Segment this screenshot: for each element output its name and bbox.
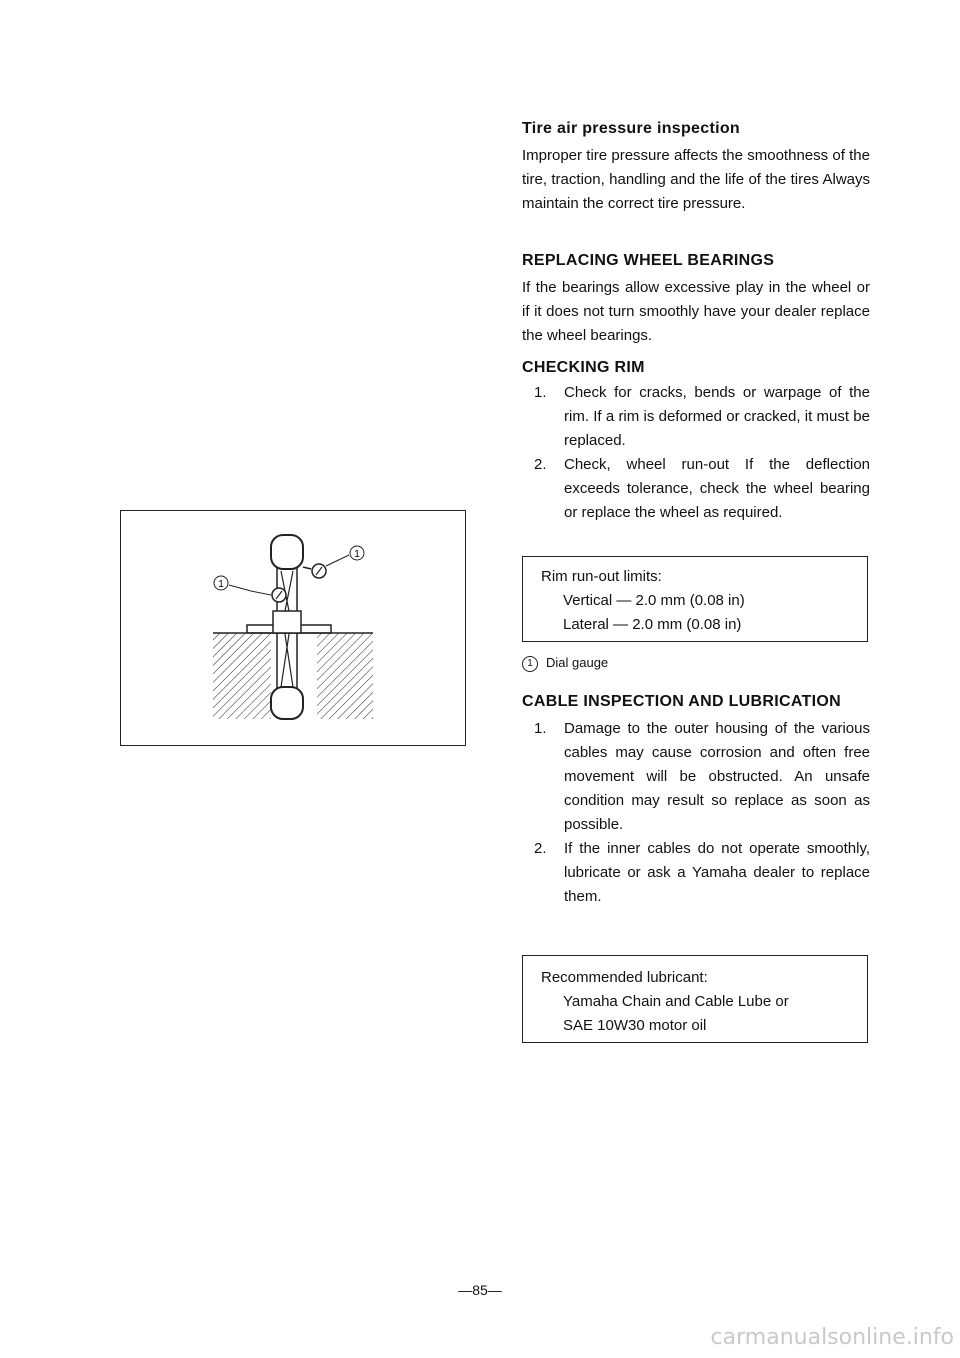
lube-spec-line2: SAE 10W30 motor oil (563, 1017, 707, 1034)
rim-spec-vertical: Vertical — 2.0 mm (0.08 in) (563, 592, 745, 609)
list-item (522, 837, 870, 909)
ground-hatch-left (213, 633, 271, 719)
rim-spec-lateral: Lateral — 2.0 mm (0.08 in) (563, 616, 742, 633)
rim-spec-title: Rim run-out limits: (541, 568, 662, 585)
list-number: 1. (534, 384, 547, 401)
bearings-section (522, 250, 870, 348)
list-text: Check, wheel run-out If the deflection exceeds tolerance, check the wheel bearing or replace the wheel as required. (564, 456, 870, 521)
tire-section (522, 118, 870, 216)
list-text: Check for cracks, bends or warpage of the rim. If a rim is deformed or cracked, it must be replaced. (564, 384, 870, 449)
lube-spec-title: Recommended lubricant: (541, 969, 708, 986)
bearings-heading: REPLACING WHEEL BEARINGS (522, 252, 775, 269)
page-number: —85— (458, 1282, 502, 1298)
cable-list (522, 717, 870, 909)
list-item (522, 453, 870, 525)
cable-heading: CABLE INSPECTION AND LUBRICATION (522, 693, 841, 710)
rim-section (522, 357, 870, 525)
caption-text: Dial gauge (546, 655, 609, 670)
list-number: 2. (534, 840, 547, 857)
wheel-runout-diagram (121, 511, 464, 744)
callout-marker: 1 (522, 656, 538, 672)
hub (273, 611, 301, 633)
callout-left: 1 (218, 579, 224, 590)
bearings-body: If the bearings allow excessive play in the wheel or if it does not turn smoothly have your dealer replace the wheel bearings. (522, 279, 870, 344)
list-text: Damage to the outer housing of the various cables may cause corrosion and often free movement will be obstructed. An unsafe condition may result so replace as soon as possible. (564, 720, 870, 833)
watermark: carmanualsonline.info (710, 1325, 954, 1350)
list-number: 1. (534, 720, 547, 737)
callout-right: 1 (354, 549, 360, 560)
dial-gauge-figure (120, 510, 466, 746)
ground-hatch-right (317, 633, 373, 719)
list-item (522, 717, 870, 837)
rim-bottom (271, 687, 303, 719)
tire-body: Improper tire pressure affects the smoothness of the tire, traction, handling and the life of the tires Always maintain the correct tire pressure. (522, 147, 870, 212)
cable-section (522, 691, 870, 909)
rim-top (271, 535, 303, 569)
list-item (522, 381, 870, 453)
rim-heading: CHECKING RIM (522, 359, 645, 376)
lube-spec-line1: Yamaha Chain and Cable Lube or (563, 993, 789, 1010)
tire-heading: Tire air pressure inspection (522, 120, 740, 137)
lube-spec-box (522, 955, 868, 1043)
list-text: If the inner cables do not operate smoothly, lubricate or ask a Yamaha dealer to replace them. (564, 840, 870, 905)
rim-spec-box (522, 556, 868, 642)
figure-caption (522, 655, 608, 672)
rim-list (522, 381, 870, 525)
list-number: 2. (534, 456, 547, 473)
